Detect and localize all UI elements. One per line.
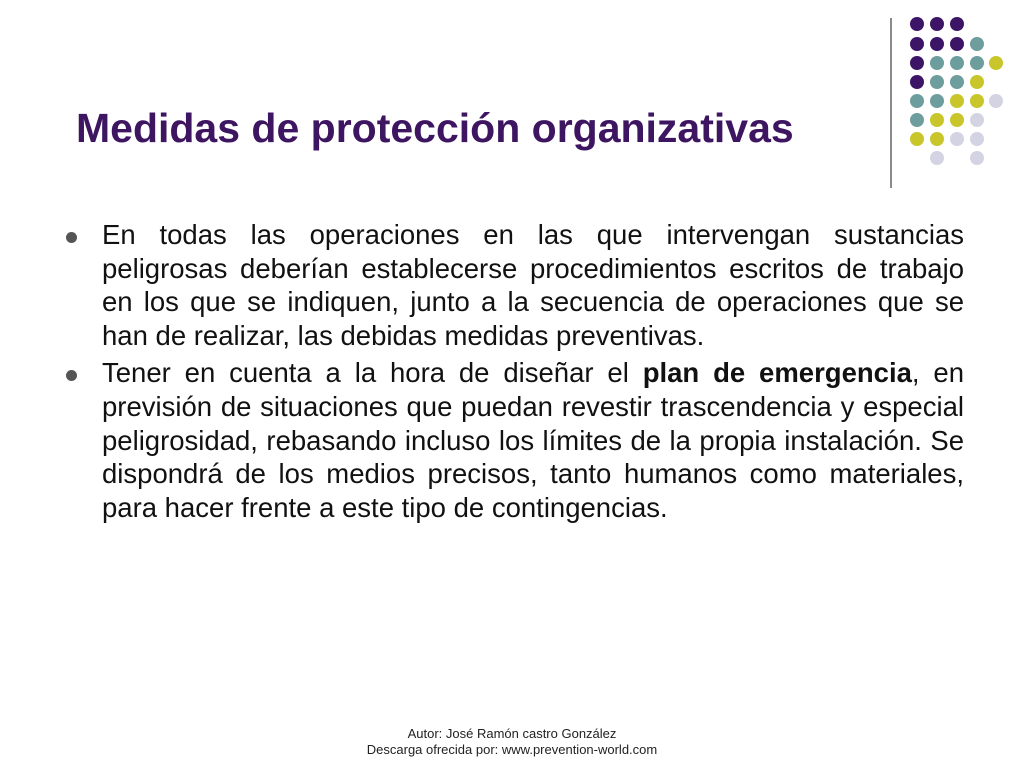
decorative-dot	[910, 113, 924, 127]
decorative-dot	[910, 132, 924, 146]
slide-footer	[312, 726, 712, 758]
decorative-dot	[950, 75, 964, 89]
decorative-dot	[950, 132, 964, 146]
decorative-dot-grid	[905, 14, 1015, 174]
decorative-dot	[930, 17, 944, 31]
decorative-dot	[910, 56, 924, 70]
decorative-dot	[910, 17, 924, 31]
decorative-dot	[950, 113, 964, 127]
decorative-dot	[930, 132, 944, 146]
decorative-dot	[910, 75, 924, 89]
decorative-dot	[970, 75, 984, 89]
decorative-dot	[950, 94, 964, 108]
slide-title: Medidas de protección organizativas	[76, 105, 794, 151]
decorative-dot	[930, 94, 944, 108]
decorative-dot	[950, 17, 964, 31]
bullet-dot-icon	[66, 370, 77, 381]
footer-author: Autor: José Ramón castro González	[407, 726, 617, 741]
bullet-text-rest: , en previsión de situaciones que puedan revestir trascendencia y especial peligrosidad, rebasando incluso los límites de la propia instalación. Se dispondrá de los medios precisos, tanto humanos como materiales, para hacer frente a este tipo de contingencias.	[102, 357, 965, 523]
bullet-dot-icon	[66, 232, 77, 243]
decorative-dot	[910, 94, 924, 108]
decorative-dot	[930, 56, 944, 70]
decorative-dot	[910, 37, 924, 51]
bullet-list	[66, 218, 964, 528]
decorative-dot	[970, 94, 984, 108]
bullet-text: En todas las operaciones en las que intervengan sustancias peligrosas deberían establecerse procedimientos escritos de trabajo en los que se indiquen, junto a la secuencia de operaciones que se han de realizar, las debidas medidas preventivas.	[102, 219, 964, 351]
bullet-item	[66, 356, 964, 524]
bullet-item	[66, 218, 964, 352]
decorative-dot	[930, 75, 944, 89]
bullet-text	[102, 356, 964, 524]
emergency-plan-emphasis: plan de emergencia	[642, 357, 912, 389]
decorative-dot	[970, 56, 984, 70]
decorative-dot	[930, 37, 944, 51]
decorative-dot	[989, 94, 1003, 108]
decorative-dot	[930, 113, 944, 127]
footer-download-source: Descarga ofrecida por: www.prevention-world.com	[366, 742, 658, 757]
decorative-dot	[930, 151, 944, 165]
title-divider-line	[890, 18, 892, 188]
decorative-dot	[970, 37, 984, 51]
decorative-dot	[970, 151, 984, 165]
decorative-dot	[989, 56, 1003, 70]
decorative-dot	[950, 37, 964, 51]
decorative-dot	[970, 132, 984, 146]
bullet-text-lead: Tener en cuenta a la hora de diseñar el	[102, 357, 643, 389]
decorative-dot	[970, 113, 984, 127]
decorative-dot	[950, 56, 964, 70]
